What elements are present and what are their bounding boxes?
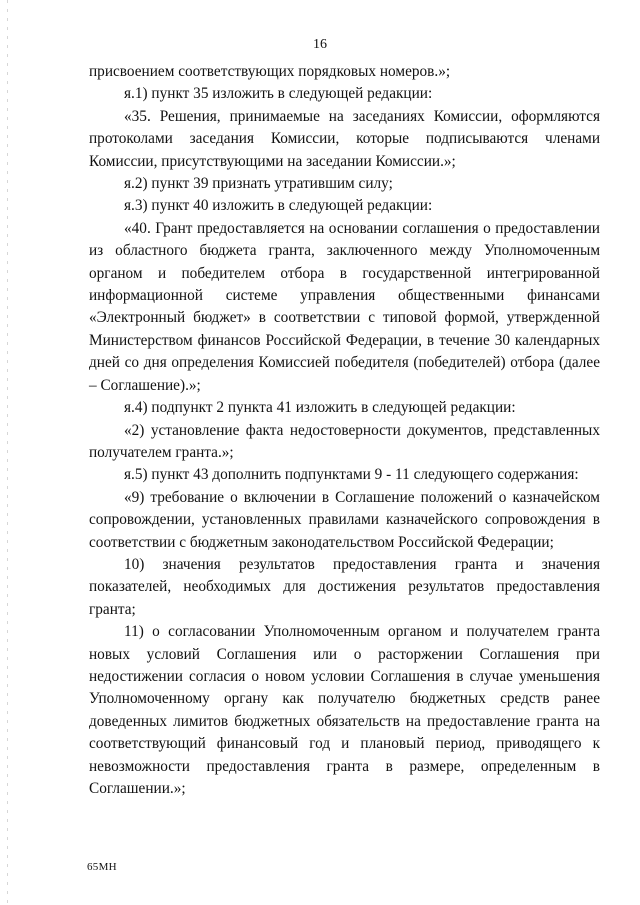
paragraph: «40. Грант предоставляется на основании соглашения о предоставлении из областного бюджета гранта, заключенного между Уполномоченным органом и победителем отбора в государственной интегрированной информационной системе управления общественными финансами «Электронный бюджет» в соответствии с типовой формой, утвержденной Министерством финансов Российской Федерации, в течение 30 календарных дней со дня определения Комиссией победителя (победителей) отбора (далее – Соглашение).»; — [89, 219, 600, 394]
paragraph: «2) установление факта недостоверности документов, представленных получателем гранта.»; — [89, 421, 600, 461]
page-number: 16 — [313, 37, 327, 52]
document-code: 65МН — [87, 861, 117, 873]
paragraph: присвоением соответствующих порядковых номеров.»; — [89, 63, 451, 80]
paragraph: я.1) пункт 35 изложить в следующей редакции: — [124, 85, 433, 103]
document-body — [89, 61, 600, 800]
paragraph: 11) о согласовании Уполномоченным органом и получателем гранта новых условий Соглашения или о расторжении Соглашения при недостижении согласия о новом условии Соглашения в случае уменьшения Уполномоченному органу как получателю бюджетных средств ранее доведенных лимитов бюджетных обязательств на предоставление гранта на соответствующий финансовый год и плановый период, приводящего к невозможности предоставления гранта в размере, определенным в Соглашении.»; — [89, 623, 600, 797]
paragraph: «35. Решения, принимаемые на заседаниях Комиссии, оформляются протоколами заседания Комиссии, которые подписываются членами Комиссии, присутствующими на заседании Комиссии.»; — [89, 107, 600, 170]
paragraph: я.4) подпункт 2 пункта 41 изложить в следующей редакции: — [124, 399, 516, 417]
paragraph: я.5) пункт 43 дополнить подпунктами 9 - 11 следующего содержания: — [124, 466, 579, 484]
paragraph: я.2) пункт 39 признать утратившим силу; — [124, 175, 393, 193]
paragraph: «9) требование о включении в Соглашение положений о казначейском сопровождении, установленных правилами казначейского сопровождения в соответствии с бюджетным законодательством Российской Федерации; — [89, 488, 600, 551]
paragraph: я.3) пункт 40 изложить в следующей редакции: — [124, 197, 433, 215]
paragraph: 10) значения результатов предоставления гранта и значения показателей, необходимых для достижения результатов предоставления гранта; — [89, 555, 600, 618]
scan-edge-line — [7, 0, 8, 905]
